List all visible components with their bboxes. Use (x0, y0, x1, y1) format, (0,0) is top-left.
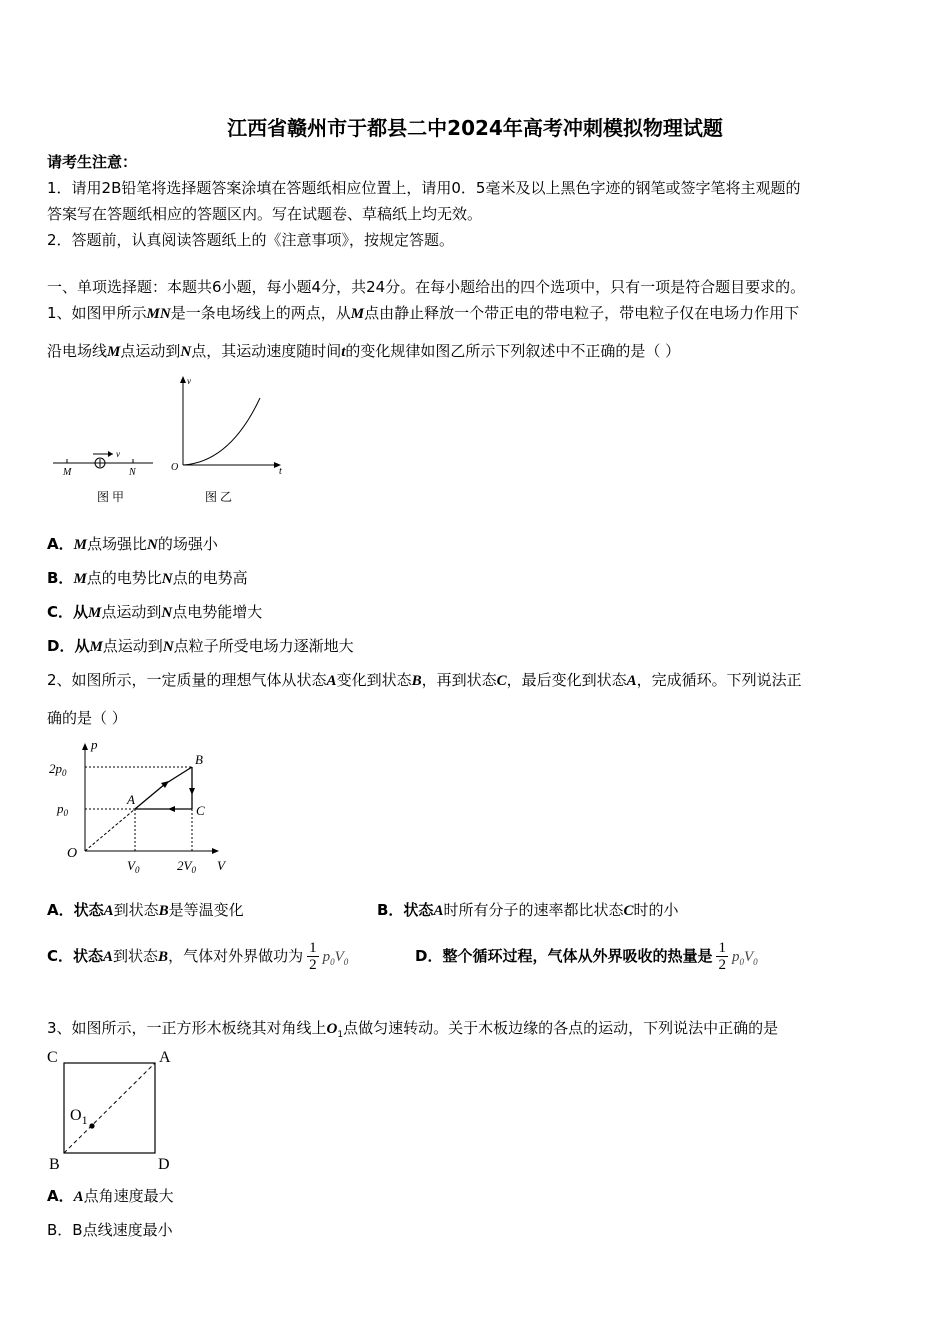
q3-option-a[interactable]: A．A点角速度最大 (47, 1187, 174, 1205)
axis-p-label: p (91, 737, 98, 752)
corner-b-label: B (49, 1156, 60, 1173)
figure-yi (171, 376, 282, 504)
corner-a-label: A (159, 1049, 171, 1066)
fraction-half: $\frac{1}{2}$ (309, 940, 317, 973)
expr-p0v0-d: $p_0V_0$ (731, 949, 758, 967)
jia-n-label: N (129, 467, 136, 478)
fraction-half-d: $\frac{1}{2}$ (718, 940, 726, 973)
q3-option-b[interactable]: B．B点线速度最小 (47, 1221, 173, 1239)
q2-option-c[interactable]: C．状态A到状态B，气体对外界做功为 $\frac{1}{2}$ $p_0V_0$ (47, 940, 349, 973)
corner-d-label: D (158, 1156, 170, 1173)
q1-option-b[interactable]: B．M点的电势比N点的电势高 (47, 569, 248, 587)
tick-2v0: $2V_0$ (177, 858, 196, 875)
q1-option-d[interactable]: D．从M点运动到N点粒子所受电场力逐渐地大 (47, 637, 354, 655)
q1-line-2: 沿电场线M点运动到N点，其运动速度随时间t的变化规律如图乙所示下列叙述中不正确的是（ ） (47, 342, 681, 360)
q3-stem: 3、如图所示，一正方形木板绕其对角线上$O_1$点做匀速转动。关于木板边缘的各点的运动，下列说法中正确的是 (47, 1019, 779, 1040)
q2-pv-diagram (45, 733, 245, 878)
notice-line-2: 2．答题前，认真阅读答题纸上的《注意事项》，按规定答题。 (47, 231, 455, 249)
jia-caption: 图 甲 (97, 490, 125, 504)
center-o1-label: $O_1$ (70, 1107, 88, 1127)
notice-line-1a: 1．请用2B铅笔将选择题答案涂填在答题纸相应位置上，请用0．5毫米及以上黑色字迹的钢笔或签字笔将主观题的 (47, 179, 801, 197)
q2-option-b[interactable]: B．状态A时所有分子的速率都比状态C时的小 (377, 901, 679, 919)
axis-v-label: V (217, 858, 225, 873)
point-b-label: B (195, 752, 203, 767)
yi-o-label: O (171, 462, 179, 473)
notice-line-1b: 答案写在答题纸相应的答题区内。写在试题卷、草稿纸上均无效。 (47, 205, 483, 223)
yi-caption: 图 乙 (205, 490, 233, 504)
page-title: 江西省赣州市于都县二中2024年高考冲刺模拟物理试题 (227, 116, 723, 140)
corner-c-label: C (47, 1049, 58, 1066)
yi-t-label: t (279, 466, 282, 477)
expr-p0v0: $p_0V_0$ (322, 949, 349, 967)
q2-line-2: 确的是（ ） (47, 709, 127, 727)
tick-p0: $p_0$ (57, 801, 68, 818)
q2-option-a[interactable]: A．状态A到状态B是等温变化 (47, 901, 244, 919)
tick-2p0: $2p_0$ (49, 761, 67, 778)
point-a-label: A (127, 792, 135, 807)
notice-heading: 请考生注意： (47, 153, 138, 171)
q3-square-diagram (45, 1043, 185, 1173)
jia-v-label: v (116, 449, 120, 459)
figure-jia (53, 449, 153, 504)
tick-v0: $V_0$ (127, 858, 140, 875)
q1-line-1: 1、如图甲所示MN是一条电场线上的两点，从M点由静止释放一个带正电的带电粒子，带电粒子仅在电场力作用下 (47, 304, 800, 322)
yi-v-label: v (187, 376, 191, 386)
q1-option-c[interactable]: C．从M点运动到N点电势能增大 (47, 603, 263, 621)
q2-line-1: 2、如图所示，一定质量的理想气体从状态A变化到状态B，再到状态C，最后变化到状态A，完成循环。下列说法正 (47, 671, 802, 689)
q2-option-d[interactable]: D．整个循环过程，气体从外界吸收的热量是 $\frac{1}{2}$ $p_0V_0$ (415, 940, 758, 973)
origin-label: O (67, 846, 78, 861)
q1-figure (45, 370, 295, 510)
section-heading: 一、单项选择题：本题共6小题，每小题4分，共24分。在每小题给出的四个选项中，只有一项是符合题目要求的。 (47, 278, 806, 296)
point-c-label: C (196, 803, 205, 818)
jia-m-label: M (63, 467, 72, 478)
q1-option-a[interactable]: A．M点场强比N的场强小 (47, 535, 218, 553)
